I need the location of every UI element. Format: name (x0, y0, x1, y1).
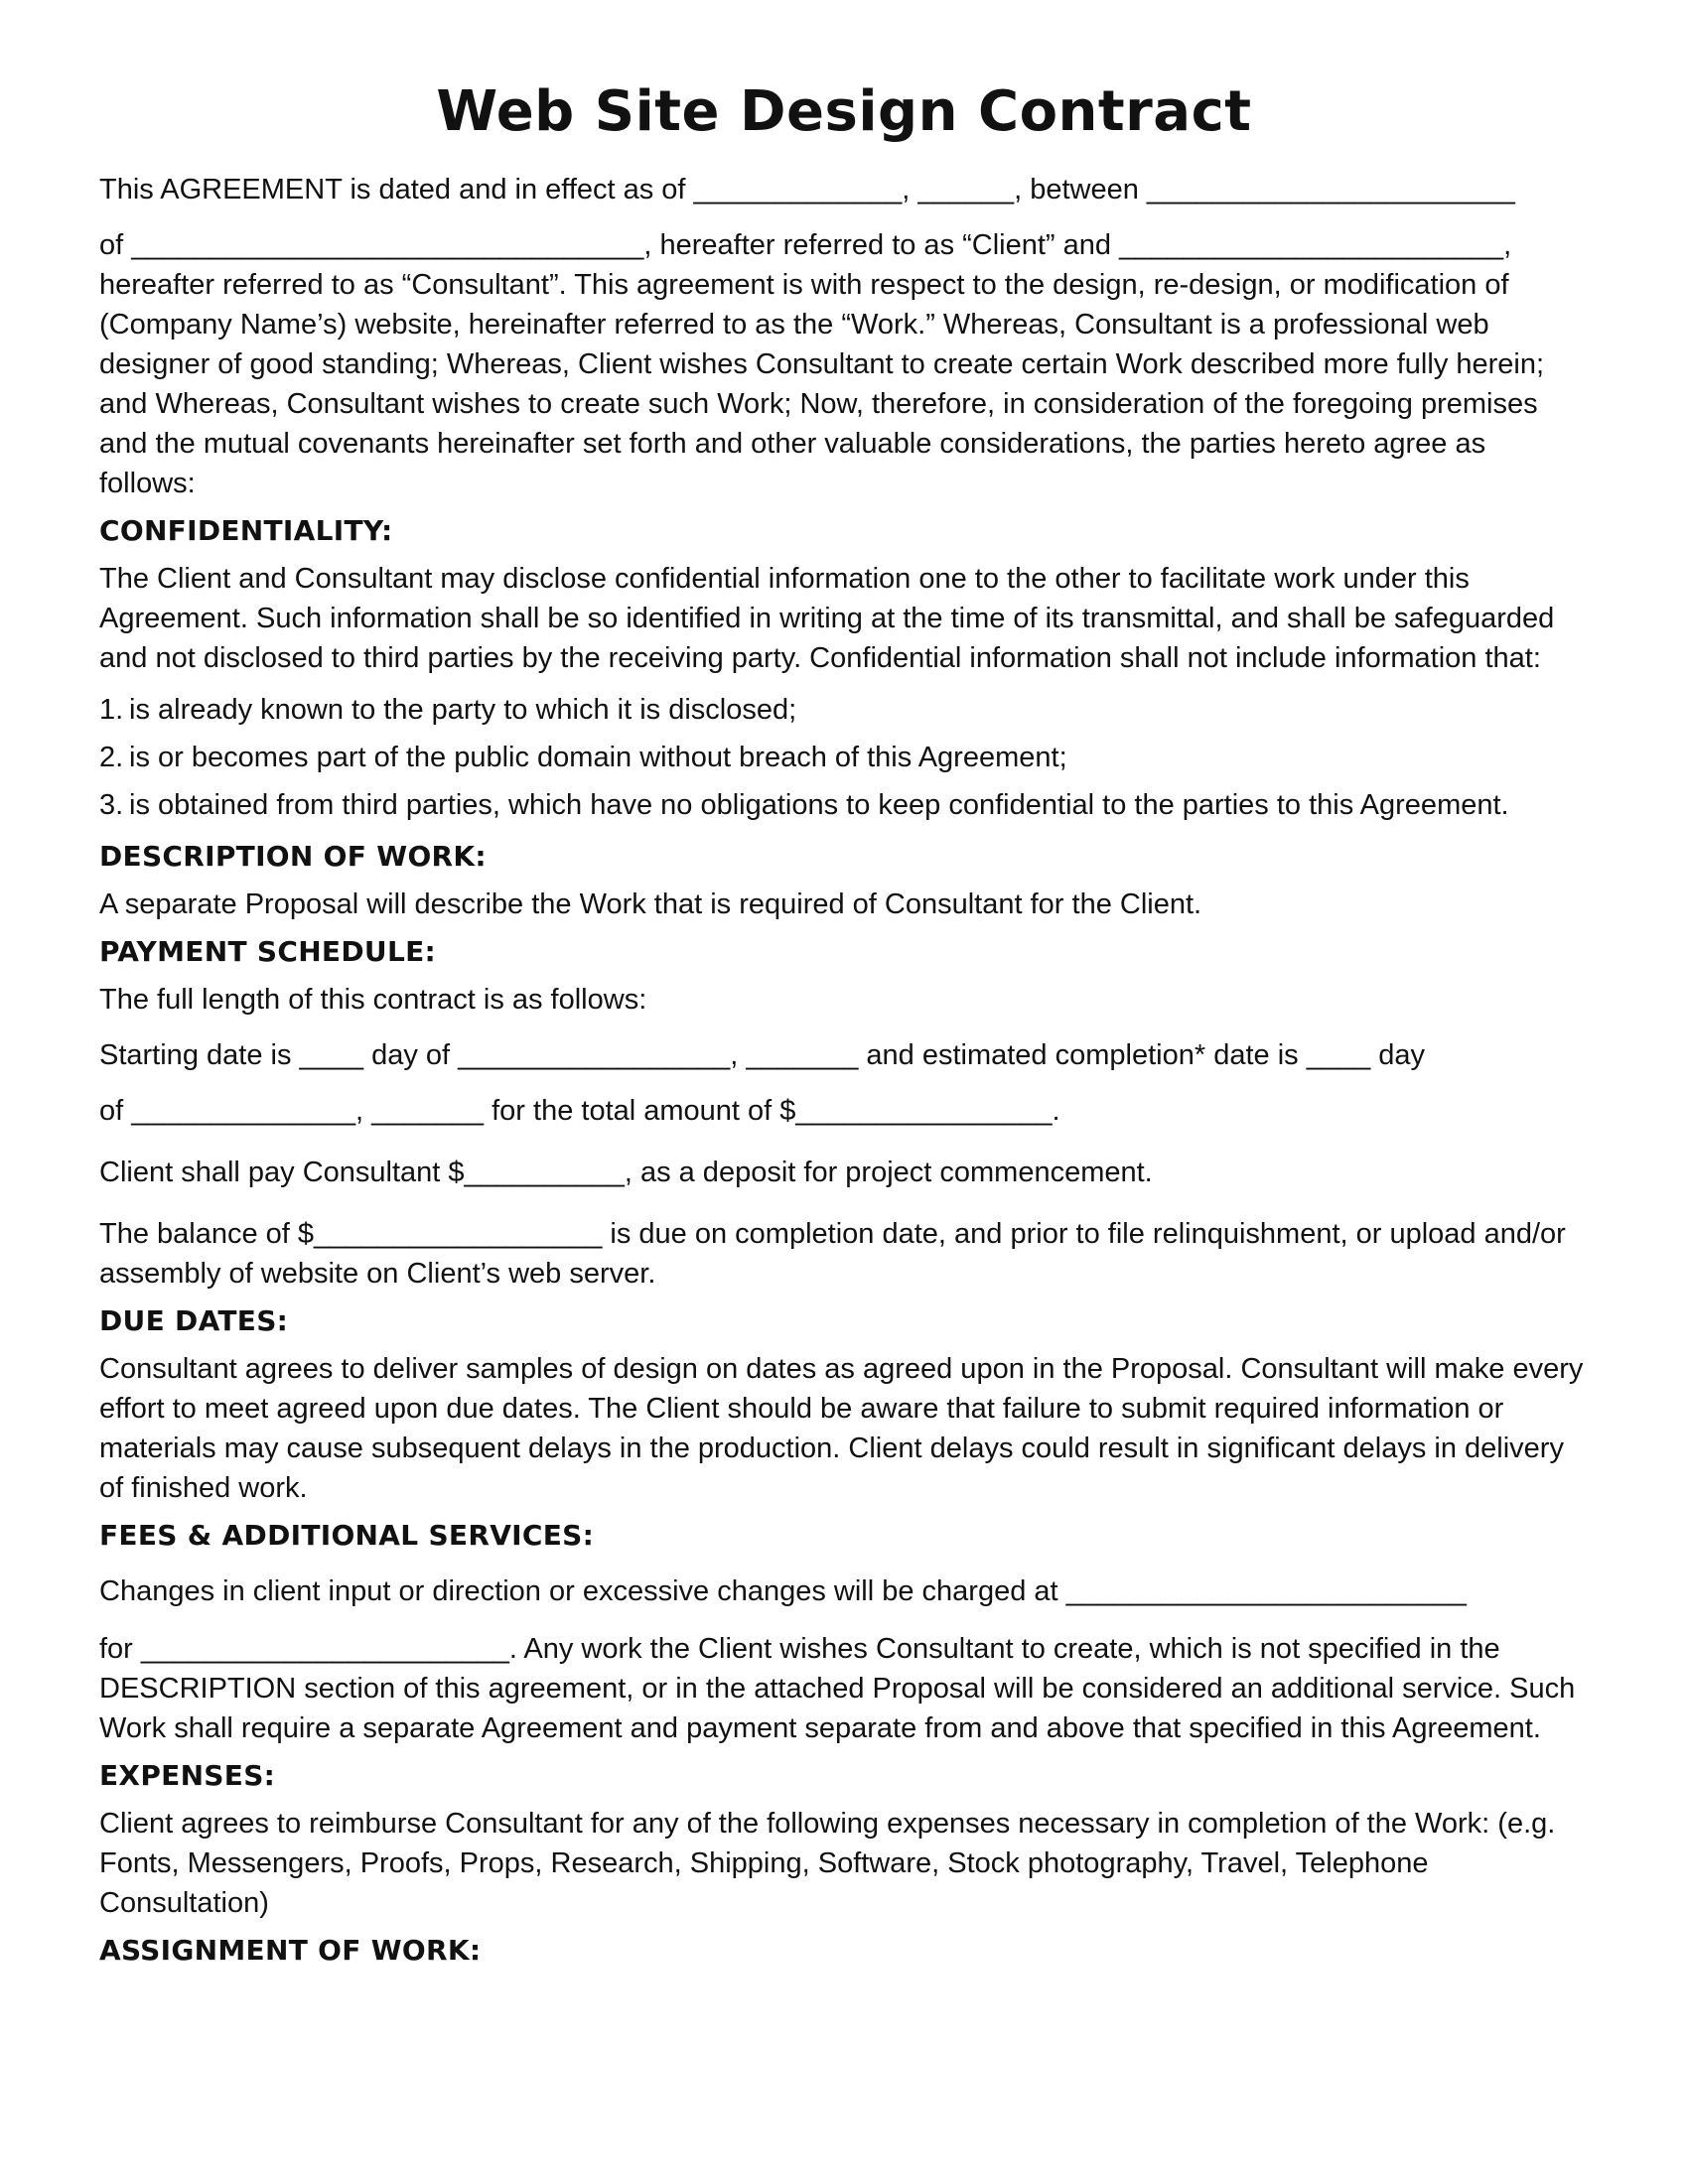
confidentiality-list (99, 686, 1589, 829)
expenses-heading: EXPENSES: (99, 1759, 276, 1792)
due-dates-heading: DUE DATES: (99, 1304, 289, 1337)
confidentiality-body: The Client and Consultant may disclose confidential information one to the other to facilitate work under this Agreement. Such information shall be so identified in writing at the time of its transmittal, and shall be safeguarded and not disclosed to third parties by the receiving party. Confidential information shall not include information that: (99, 563, 1555, 674)
intro-line-2: of ________________________________, hereafter referred to as “Client” and ________________________, (99, 229, 1512, 261)
payment-line-1: The full length of this contract is as follows: (99, 984, 647, 1016)
document-title: Web Site Design Contract (436, 79, 1252, 144)
list-item: 2. is or becomes part of the public domain without breach of this Agreement; (99, 742, 1067, 773)
payment-line-5: The balance of $__________________ is due on completion date, and prior to file relinquishment, or upload and/or assembly of website on Client’s web server. (99, 1218, 1566, 1290)
description-body: A separate Proposal will describe the Work that is required of Consultant for the Client. (99, 888, 1202, 920)
due-dates-body: Consultant agrees to deliver samples of design on dates as agreed upon in the Proposal. Consultant will make every effort to meet agreed upon due dates. The Client should be aware that failure to submit required information or materials may cause subsequent delays in the production. Client delays could result in significant delays in delivery of finished work. (99, 1353, 1584, 1504)
payment-heading: PAYMENT SCHEDULE: (99, 935, 437, 968)
intro-body: hereafter referred to as “Consultant”. This agreement is with respect to the design, re-design, or modification of (Company Name’s) website, hereinafter referred to as the “Work.” Whereas, Consultant is a professional web designer of good standing; Whereas, Client wishes Consultant to create certain Work described more fully herein; and Whereas, Consultant wishes to create such Work; Now, therefore, in consideration of the foregoing premises and the mutual covenants hereinafter set forth and other valuable considerations, the parties hereto agree as follows: (99, 269, 1545, 499)
fees-body: for _______________________. Any work the Client wishes Consultant to create, which is not specified in the DESCRIPTION section of this agreement, or in the attached Proposal will be considered an additional service. Such Work shall require a separate Agreement and payment separate from and above that specified in this Agreement. (99, 1633, 1576, 1744)
intro-line-1: This AGREEMENT is dated and in effect as of _____________, ______, between _______________________ (99, 174, 1515, 205)
list-item: 3. is obtained from third parties, which have no obligations to keep confidential to the parties to this Agreement. (99, 789, 1509, 821)
description-heading: DESCRIPTION OF WORK: (99, 840, 487, 873)
payment-line-2: Starting date is ____ day of _________________, _______ and estimated completion* date is ____ day (99, 1039, 1426, 1071)
payment-line-3: of ______________, _______ for the total amount of $________________. (99, 1095, 1060, 1127)
fees-line-1: Changes in client input or direction or excessive changes will be charged at _________________________ (99, 1575, 1467, 1607)
assignment-heading: ASSIGNMENT OF WORK: (99, 1934, 482, 1967)
list-item: 1. is already known to the party to which it is disclosed; (99, 694, 797, 726)
payment-line-4: Client shall pay Consultant $__________, as a deposit for project commencement. (99, 1157, 1153, 1188)
expenses-body: Client agrees to reimburse Consultant for any of the following expenses necessary in completion of the Work: (e.g. Fonts, Messengers, Proofs, Props, Research, Shipping, Software, Stock photography, Travel, Telephone Consultation) (99, 1808, 1556, 1919)
confidentiality-heading: CONFIDENTIALITY: (99, 514, 393, 547)
fees-heading: FEES & ADDITIONAL SERVICES: (99, 1519, 595, 1552)
contract-page (99, 79, 1589, 1979)
